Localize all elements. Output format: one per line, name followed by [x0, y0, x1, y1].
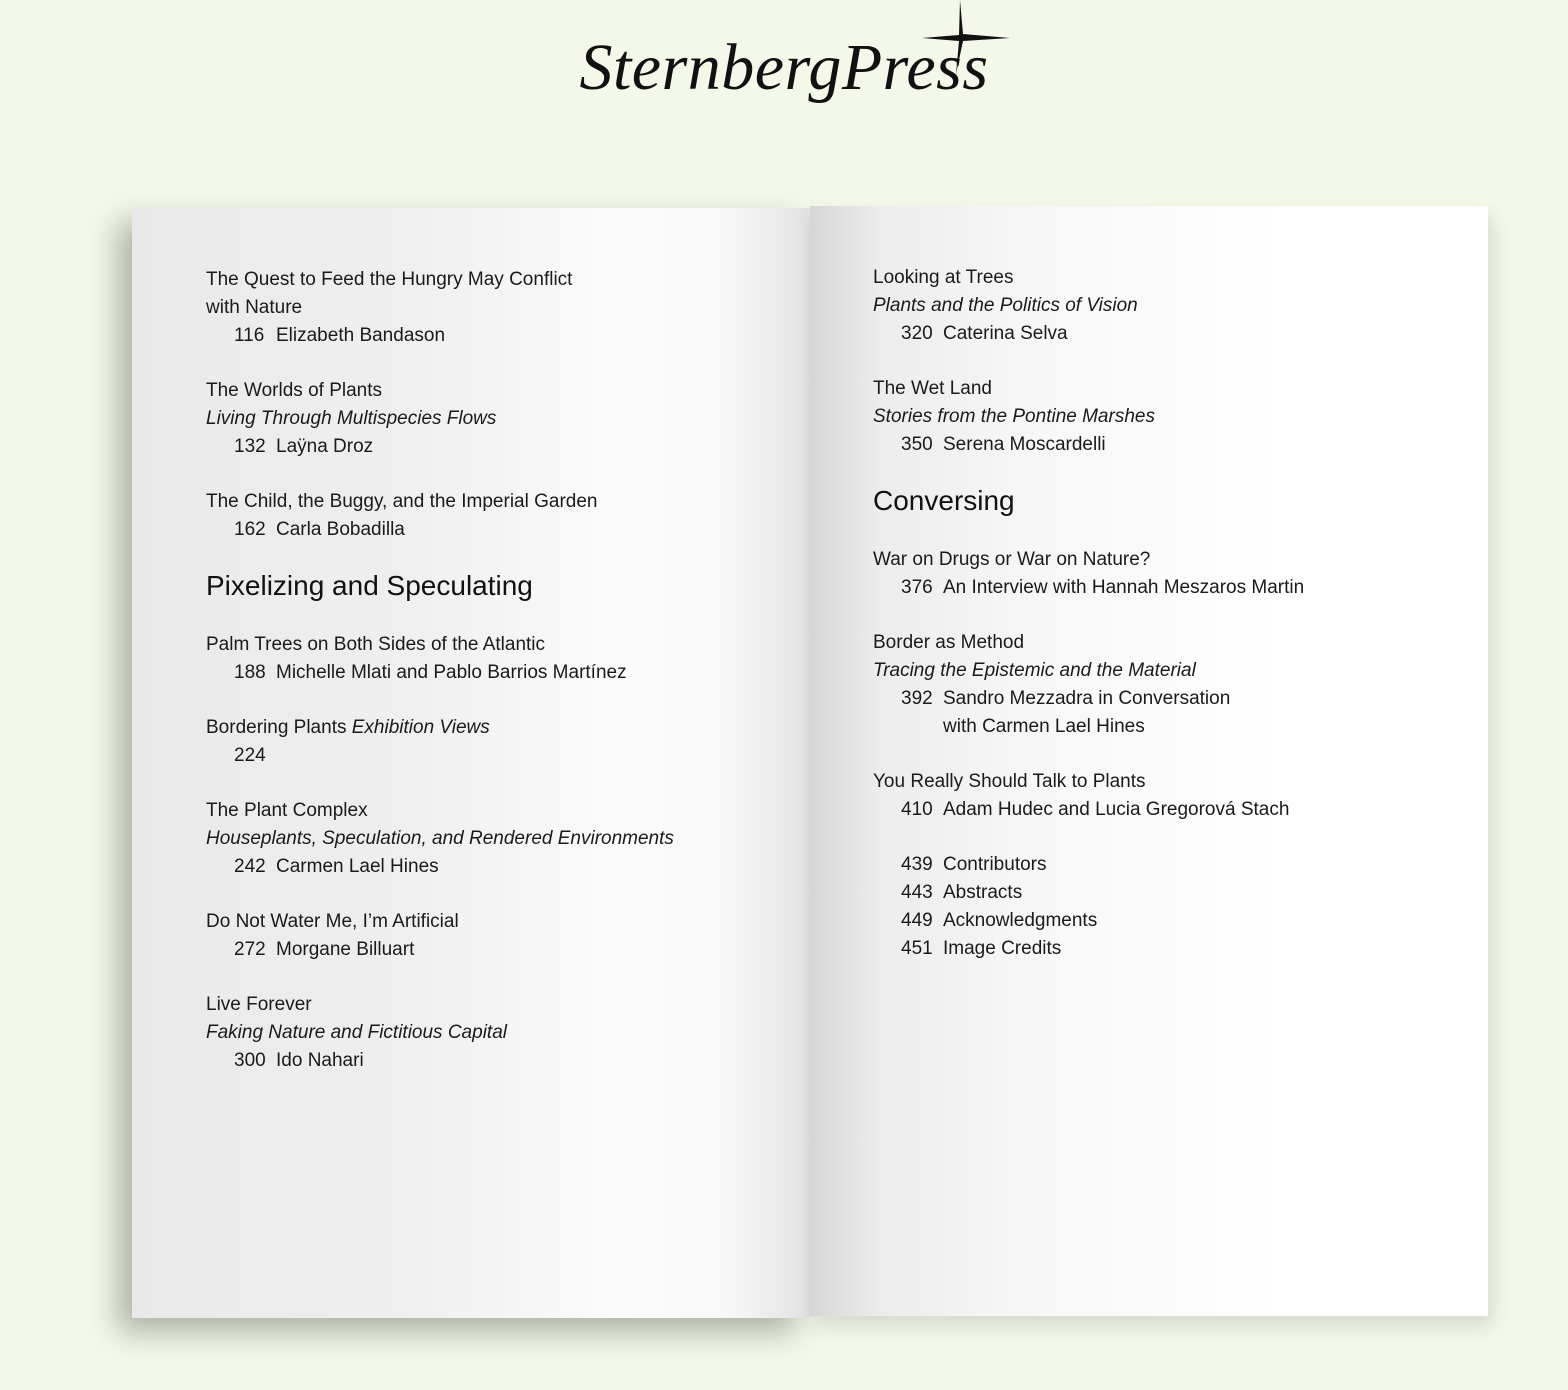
page-number: 242: [234, 856, 266, 877]
entry-title: The Child, the Buggy, and the Imperial Garden: [206, 491, 598, 512]
left-toc-column: [206, 266, 674, 1102]
page-number: 224: [234, 745, 266, 766]
entry-page-line: [873, 796, 1304, 824]
entry-page-line: [873, 574, 1304, 602]
entry-page-line: [206, 433, 674, 461]
section-heading: Pixelizing and Speculating: [206, 570, 533, 601]
back-matter-item: [873, 879, 1304, 907]
entry-page-line: [206, 742, 674, 770]
back-matter-label: Image Credits: [943, 938, 1062, 959]
right-toc-column: [873, 264, 1304, 963]
toc-entry: [206, 631, 674, 687]
entry-author: Michelle Mlati and Pablo Barrios Martínez: [276, 662, 627, 683]
page-number: 449: [901, 910, 933, 931]
back-matter-item: [873, 935, 1304, 963]
entry-title-continued: with Nature: [206, 297, 303, 318]
entry-author: Sandro Mezzadra in Conversation: [943, 688, 1231, 709]
entry-page-line: [206, 516, 674, 544]
page-number: 439: [901, 854, 933, 875]
page-number: 300: [234, 1050, 266, 1071]
page-number: 410: [901, 799, 933, 820]
toc-entry: [206, 266, 674, 350]
entry-title: You Really Should Talk to Plants: [873, 771, 1146, 792]
entry-page-line: [206, 853, 674, 881]
entry-page-line: [873, 685, 1304, 713]
entry-author: Adam Hudec and Lucia Gregorová Stach: [943, 799, 1290, 820]
entry-author: Carla Bobadilla: [276, 519, 405, 540]
page-number: 376: [901, 577, 933, 598]
entry-subtitle: Living Through Multispecies Flows: [206, 408, 497, 429]
entry-subtitle: Exhibition Views: [351, 717, 490, 738]
entry-title: The Worlds of Plants: [206, 380, 383, 401]
toc-entry: [206, 377, 674, 461]
entry-title-line: [206, 714, 674, 742]
entry-author: Laÿna Droz: [276, 436, 374, 457]
sparkle-star-icon: [914, 0, 1014, 78]
right-page: [810, 206, 1488, 1316]
page-number: 320: [901, 323, 933, 344]
entry-title: Palm Trees on Both Sides of the Atlantic: [206, 634, 546, 655]
entry-subtitle: Tracing the Epistemic and the Material: [873, 660, 1196, 681]
section-heading: Conversing: [873, 485, 1015, 516]
entry-subtitle: Faking Nature and Fictitious Capital: [206, 1022, 507, 1043]
toc-entry: [873, 375, 1304, 459]
entry-title: Do Not Water Me, I’m Artificial: [206, 911, 459, 932]
entry-page-line: [873, 431, 1304, 459]
page-number: 443: [901, 882, 933, 903]
left-page: [132, 208, 810, 1318]
toc-entry: [206, 797, 674, 881]
entry-subtitle: Plants and the Politics of Vision: [873, 295, 1138, 316]
entry-author: Ido Nahari: [276, 1050, 364, 1071]
open-book: [132, 200, 1488, 1320]
page-number: 162: [234, 519, 266, 540]
entry-page-line: [206, 936, 674, 964]
back-matter-label: Acknowledgments: [943, 910, 1098, 931]
page-number: 392: [901, 688, 933, 709]
back-matter-list: [873, 851, 1304, 963]
entry-page-line: [873, 320, 1304, 348]
entry-title: The Plant Complex: [206, 800, 368, 821]
toc-entry: [206, 908, 674, 964]
page-number: 350: [901, 434, 933, 455]
entry-subtitle: Houseplants, Speculation, and Rendered Environments: [206, 828, 674, 849]
entry-subtitle: Stories from the Pontine Marshes: [873, 406, 1155, 427]
toc-entry: [206, 488, 674, 544]
entry-title: Border as Method: [873, 632, 1025, 653]
back-matter-item: [873, 907, 1304, 935]
toc-entry: [873, 546, 1304, 602]
entry-author-continued: with Carmen Lael Hines: [943, 716, 1145, 737]
entry-title: Bordering Plants: [206, 717, 347, 738]
entry-title: War on Drugs or War on Nature?: [873, 549, 1151, 570]
page-number: 132: [234, 436, 266, 457]
page-number: 188: [234, 662, 266, 683]
entry-title: The Quest to Feed the Hungry May Conflict: [206, 269, 573, 290]
toc-entry: [873, 264, 1304, 348]
toc-entry: [873, 768, 1304, 824]
publisher-logo: [0, 30, 1568, 106]
page-number: 451: [901, 938, 933, 959]
entry-author: Morgane Billuart: [276, 939, 415, 960]
entry-title: The Wet Land: [873, 378, 993, 399]
entry-author: Carmen Lael Hines: [276, 856, 439, 877]
entry-author: Elizabeth Bandason: [276, 325, 446, 346]
entry-title: Live Forever: [206, 994, 312, 1015]
toc-entry: [206, 991, 674, 1075]
back-matter-label: Contributors: [943, 854, 1047, 875]
logo-text: SternbergPress: [579, 31, 989, 104]
entry-title: Looking at Trees: [873, 267, 1014, 288]
entry-author: An Interview with Hannah Meszaros Martin: [943, 577, 1305, 598]
page-number: 272: [234, 939, 266, 960]
back-matter-item: [873, 851, 1304, 879]
entry-page-line: [206, 322, 674, 350]
entry-author: Caterina Selva: [943, 323, 1068, 344]
toc-entry: [206, 714, 674, 770]
back-matter-label: Abstracts: [943, 882, 1023, 903]
entry-page-line: [206, 1047, 674, 1075]
entry-page-line: [206, 659, 674, 687]
entry-author: Serena Moscardelli: [943, 434, 1106, 455]
page-number: 116: [234, 325, 265, 346]
toc-entry: [873, 629, 1304, 741]
